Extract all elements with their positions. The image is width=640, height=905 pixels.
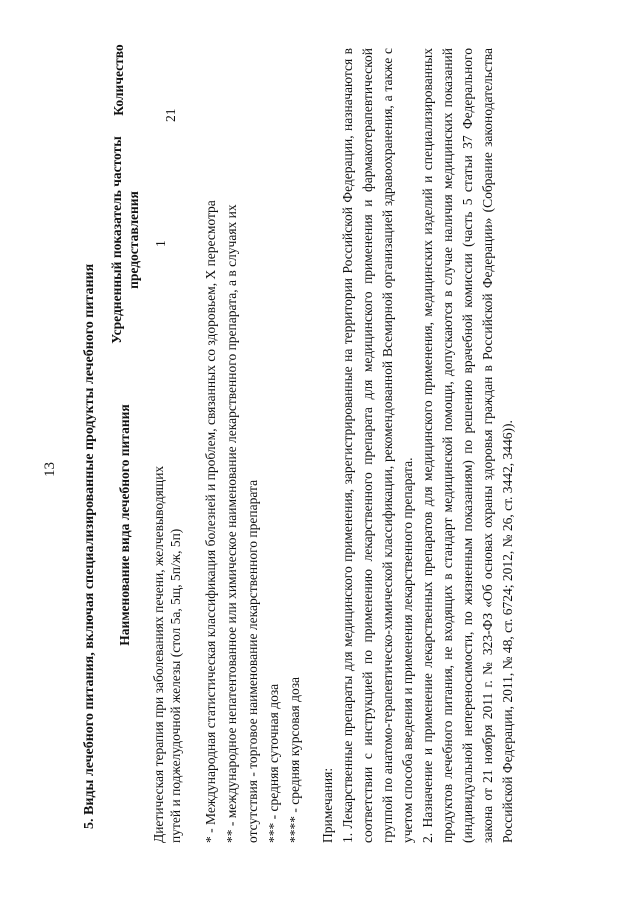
remark-item-1: 1. Лекарственные препараты для медицинского применения, зарегистрированные на территории Российской Федерации, назначаются в соответствии с инструкцией по применению лекарственного препарата для медицинского применения и фармакотерапевтической группой по анатомо-терапевтическо-химической классификации, рекомендованной Всемирной организацией здравоохранения, а также с учетом способа введения и применения лекарственного препарата. (340, 48, 415, 843)
table-cell-quantity: 21 (163, 108, 178, 122)
footnote-icd: * - Международная статистическая классификация болезней и проблем, связанных со здоровьем, X пересмотра (203, 200, 218, 843)
footnote-inn: ** - международное непатентованное или химическое наименование лекарственного препарата, а в случаях их (224, 204, 239, 843)
table-header-frequency: Усредненный показатель частоты предоставления (109, 136, 141, 344)
page-number: 13 (42, 462, 58, 477)
table-cell-name: Диетическая терапия при заболеваниях печени, желчевыводящих путей и поджелудочной железы (стол 5а, 5щ, 5п/ж, 5п) (151, 465, 183, 843)
footnote-inn-cont: отсутствия - торговое наименование лекарственного препарата (245, 479, 260, 843)
remarks-heading: Примечания: (320, 767, 335, 843)
footnotes (200, 83, 305, 843)
remark-item-2: 2. Назначение и применение лекарственных препаратов для медицинского применения, медицинских изделий и специализированных продуктов лечебного питания, не входящих в стандарт медицинской помощи, допускаются в случае наличия медицинских показаний (индивидуальной непереносимости, по жизненным показаниям) по решению врачебной комиссии (часть 5 статьи 37 Федерального закона от 21 ноября 2011 г. № 323-ФЗ «Об основах охраны здоровья граждан в Российской Федерации» (Собрание законодательства Российской Федерации, 2011, № 48, ст. 6724; 2012, № 26, ст. 3442, 3446)). (420, 48, 515, 843)
remarks-block (318, 48, 518, 843)
table-cell-frequency: 1 (153, 240, 168, 247)
section-title: 5. Виды лечебного питания, включая специализированные продукты лечебного питания (82, 263, 97, 829)
footnote-course-dose: **** - средняя курсовая доза (287, 676, 302, 843)
footnote-daily-dose: *** - средняя суточная доза (266, 683, 281, 843)
table-header-quantity: Количество (111, 44, 126, 116)
table-header-name: Наименование вида лечебного питания (117, 404, 132, 646)
